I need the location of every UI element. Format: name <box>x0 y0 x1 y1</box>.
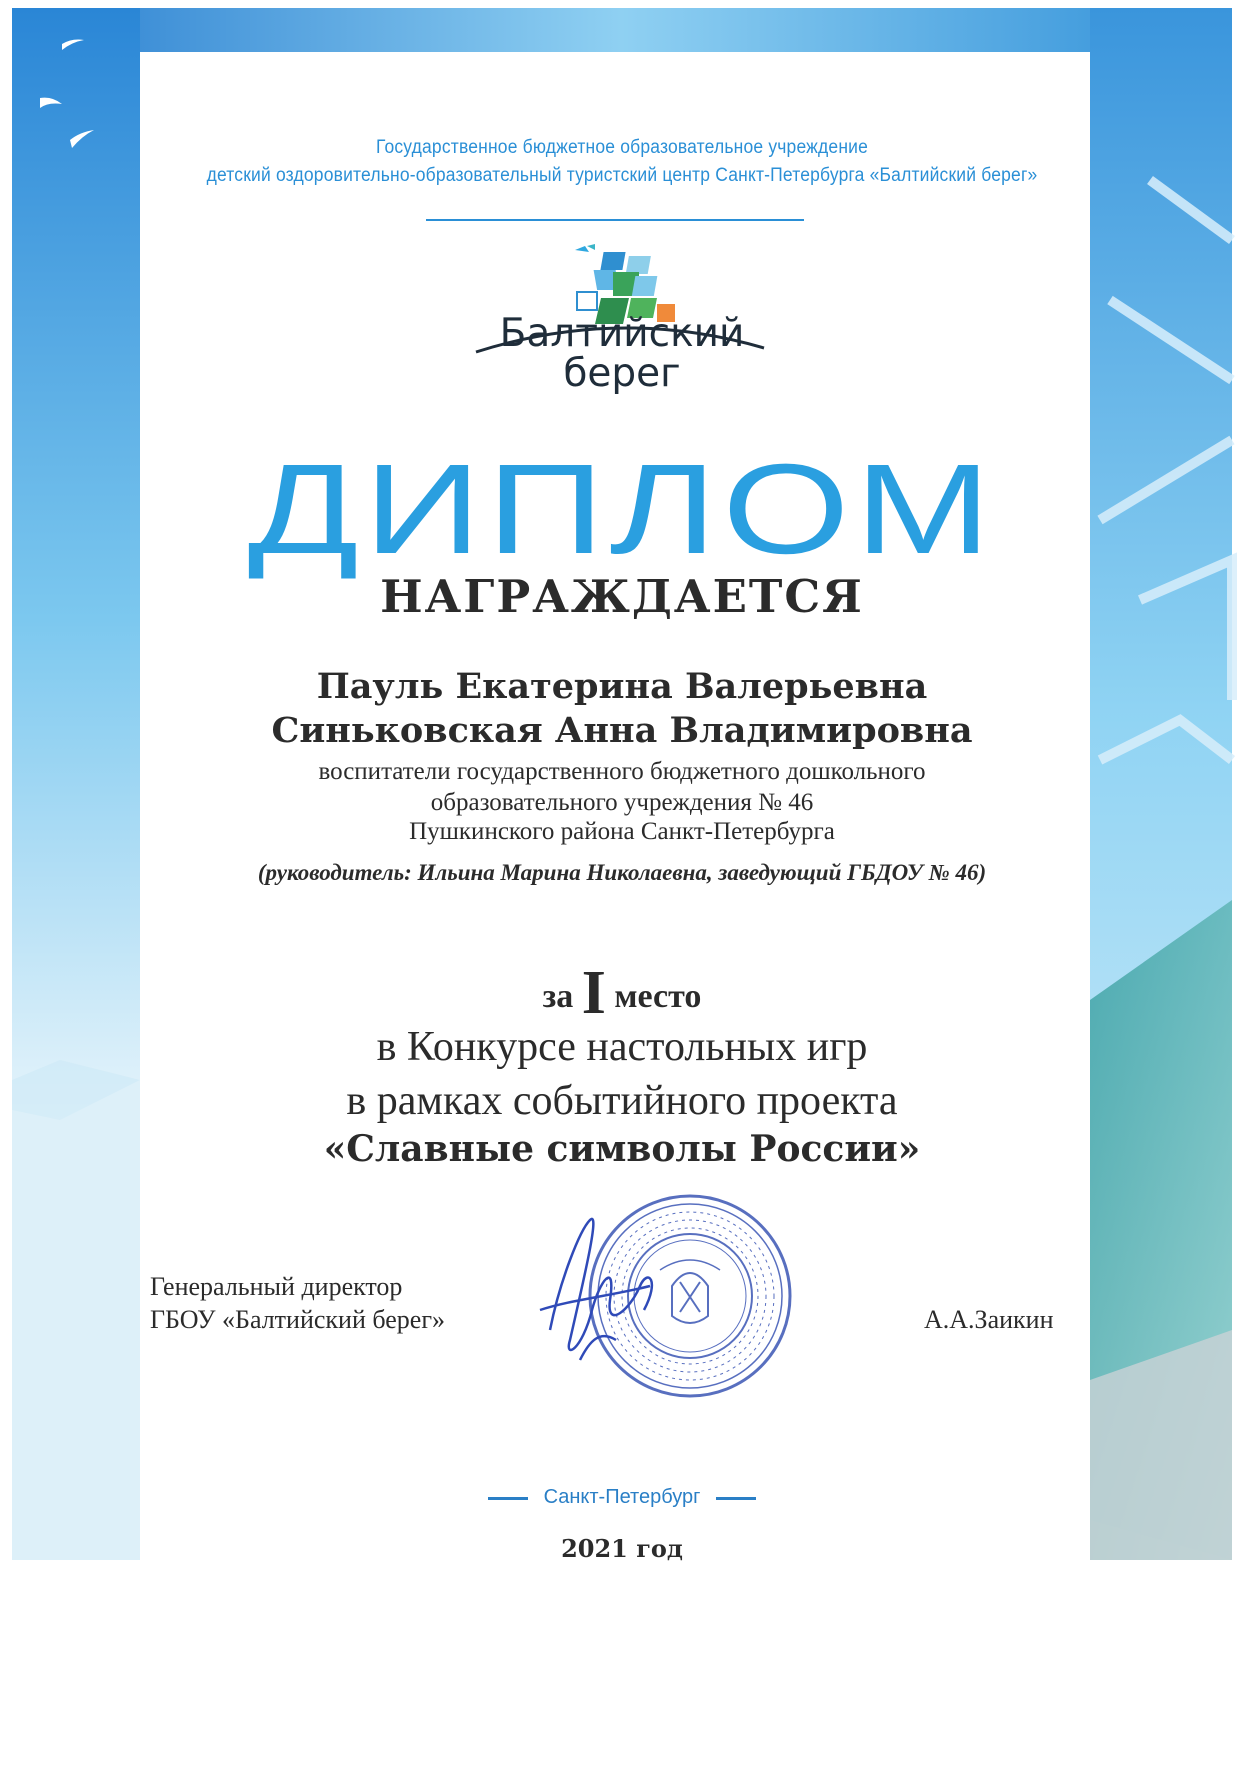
recipient-description-2: образовательного учреждения № 46 <box>430 789 814 816</box>
logo-text-line-1: Балтийский <box>499 311 745 356</box>
footer-city-label: Санкт-Петербург <box>543 1486 701 1508</box>
award-suffix: место <box>614 978 702 1015</box>
leader-note: (руководитель: Ильина Марина Николаевна, заведующий ГБДОУ № 46) <box>257 860 987 885</box>
header-line-1: Государственное бюджетное образовательное учреждение <box>375 137 869 158</box>
recipient-description-1: воспитатели государственного бюджетного дошкольного <box>318 758 926 785</box>
award-prefix: за <box>542 978 574 1015</box>
contest-line-2: в рамках событийного проекта <box>346 1078 898 1124</box>
recipient-name-2: Синьковская Анна Владимировна <box>271 710 973 751</box>
footer-year: 2021 год <box>561 1534 683 1563</box>
award-place-number: I <box>581 959 606 1027</box>
recipient-name-1: Пауль Екатерина Валерьевна <box>316 666 928 707</box>
contest-line-1: в Конкурсе настольных игр <box>376 1024 868 1070</box>
header-line-2: детский оздоровительно-образовательный туристский центр Санкт-Петербурга «Балтийский берег» <box>206 165 1038 186</box>
official-stamp-icon <box>520 1190 810 1410</box>
recipient-description-3: Пушкинского района Санкт-Петербурга <box>409 818 835 845</box>
footer-city <box>0 1486 1244 1509</box>
awarded-heading: НАГРАЖДАЕТСЯ <box>380 570 864 623</box>
logo-text-line-2: берег <box>563 351 681 396</box>
signature-icon <box>540 1219 652 1360</box>
signatory-name: А.А.Заикин <box>924 1305 1054 1334</box>
project-name: «Славные символы России» <box>323 1128 921 1170</box>
signatory-position-2: ГБОУ «Балтийский берег» <box>150 1305 446 1334</box>
header-divider <box>426 219 804 221</box>
city-dash-left <box>488 1497 528 1500</box>
diploma-title: ДИПЛОМ <box>247 438 997 581</box>
city-dash-right <box>716 1497 756 1500</box>
signatory-position-1: Генеральный директор <box>150 1272 403 1301</box>
award-place <box>0 958 1244 1029</box>
